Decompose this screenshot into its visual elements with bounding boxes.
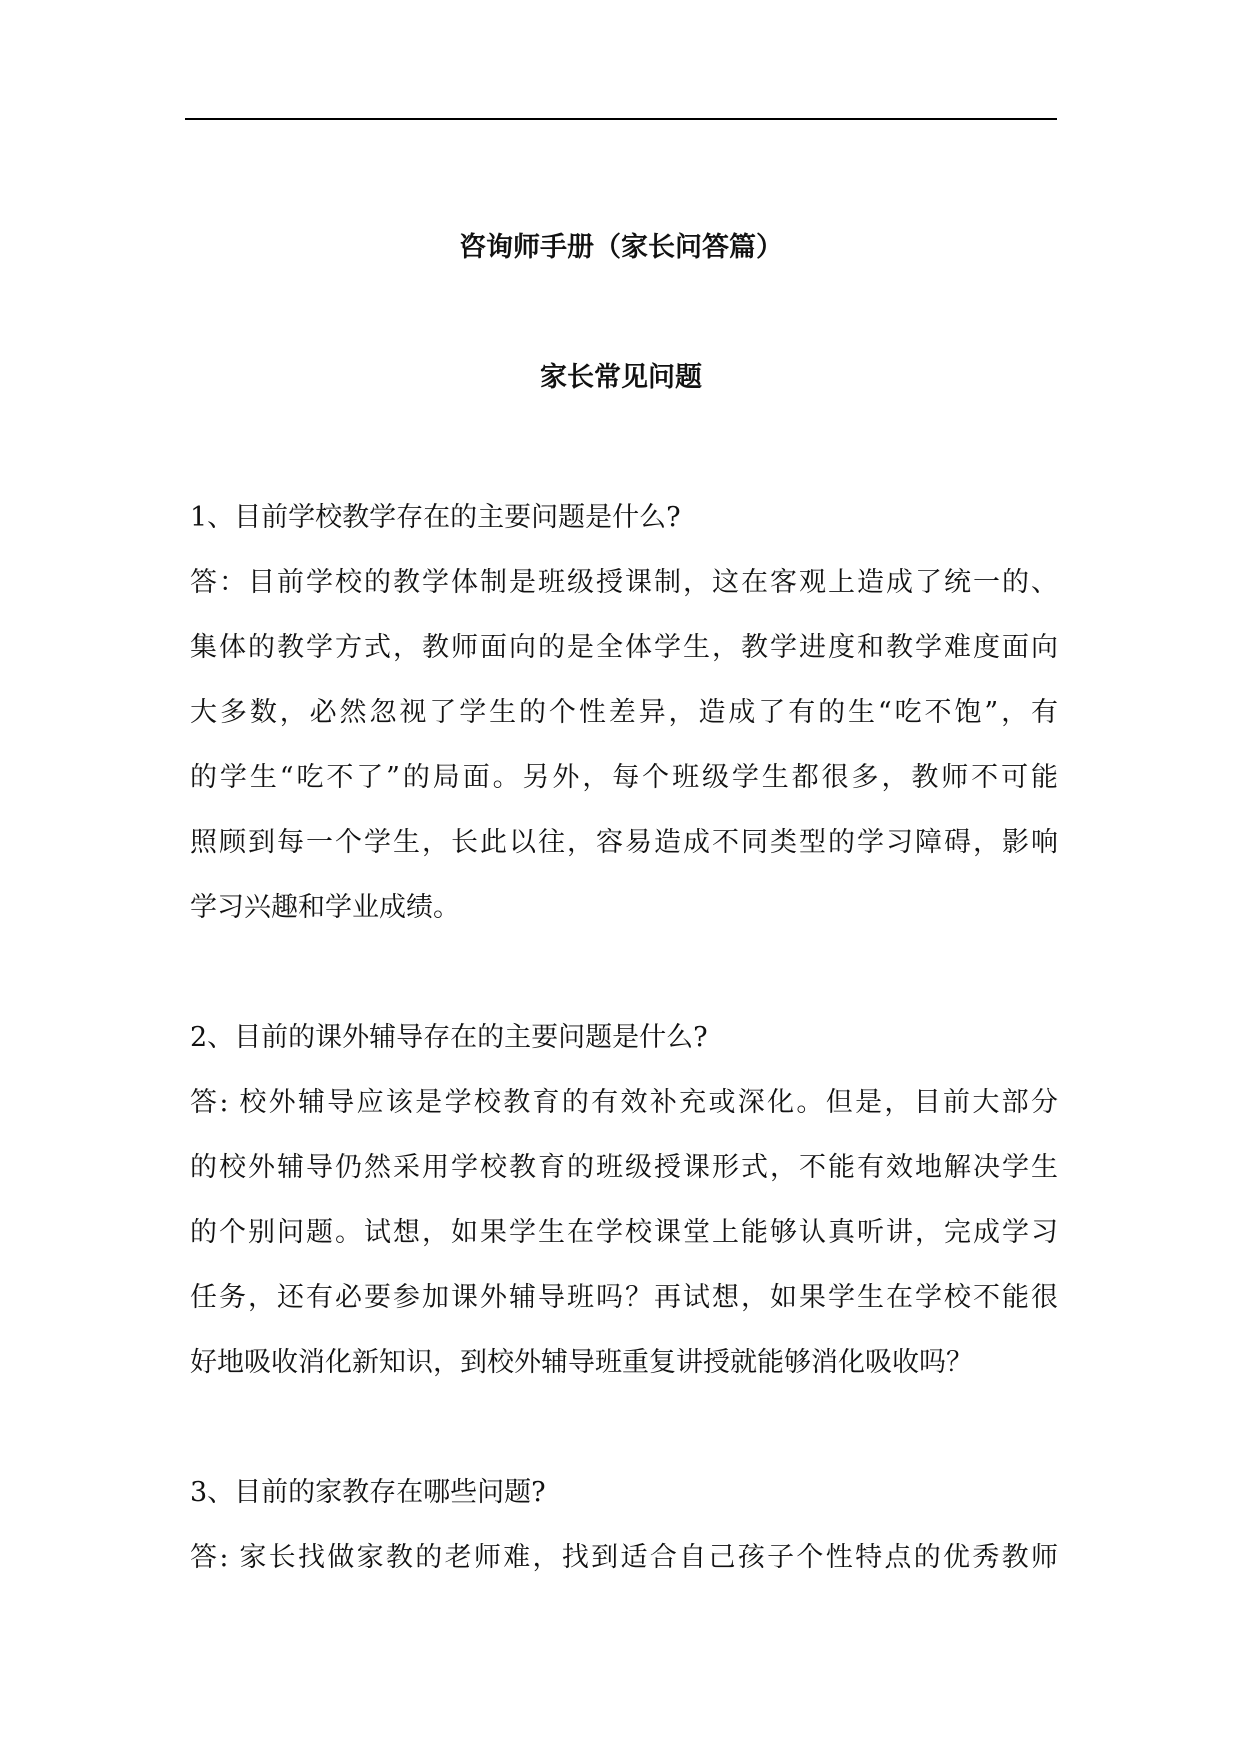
document-subtitle: 家长常见问题	[540, 362, 702, 393]
answer-line: 答: 校外辅导应该是学校教育的有效补充或深化。但是，目前大部分	[190, 1087, 1058, 1118]
answer-line: 集体的教学方式，教师面向的是全体学生，教学进度和教学难度面向	[190, 632, 1058, 663]
answer-line: 任务，还有必要参加课外辅导班吗？再试想，如果学生在学校不能很	[190, 1282, 1058, 1313]
answer-line: 的个别问题。试想，如果学生在学校课堂上能够认真听讲，完成学习	[190, 1217, 1058, 1248]
qa-list	[190, 486, 1058, 1656]
question-3: 3、目前的家教存在哪些问题?	[190, 1477, 546, 1508]
answer-line: 照顾到每一个学生，长此以往，容易造成不同类型的学习障碍，影响	[190, 827, 1058, 858]
header-rule	[185, 118, 1057, 120]
answer-line: 大多数，必然忽视了学生的个性差异，造成了有的生“吃不饱”，有	[190, 697, 1058, 728]
answer-1	[190, 550, 1058, 940]
qa-item-2	[190, 1006, 1058, 1395]
answer-line: 学习兴趣和学业成绩。	[190, 892, 460, 923]
question-2: 2、目前的课外辅导存在的主要问题是什么?	[190, 1022, 708, 1053]
answer-line: 的学生“吃不了”的局面。另外，每个班级学生都很多，教师不可能	[190, 762, 1058, 793]
answer-line: 答: 家长找做家教的老师难，找到适合自己孩子个性特点的优秀教师	[190, 1542, 1058, 1573]
qa-item-3	[190, 1461, 1058, 1590]
answer-line: 的校外辅导仍然采用学校教育的班级授课形式，不能有效地解决学生	[190, 1152, 1058, 1183]
qa-item-1	[190, 486, 1058, 940]
answer-3	[190, 1525, 1058, 1590]
answer-line: 好地吸收消化新知识，到校外辅导班重复讲授就能够消化吸收吗？	[190, 1347, 973, 1378]
answer-line: 答：目前学校的教学体制是班级授课制，这在客观上造成了统一的、	[190, 567, 1058, 598]
document-title: 咨询师手册（家长问答篇）	[459, 232, 783, 263]
answer-2	[190, 1070, 1058, 1395]
question-1: 1、目前学校教学存在的主要问题是什么?	[190, 502, 681, 533]
